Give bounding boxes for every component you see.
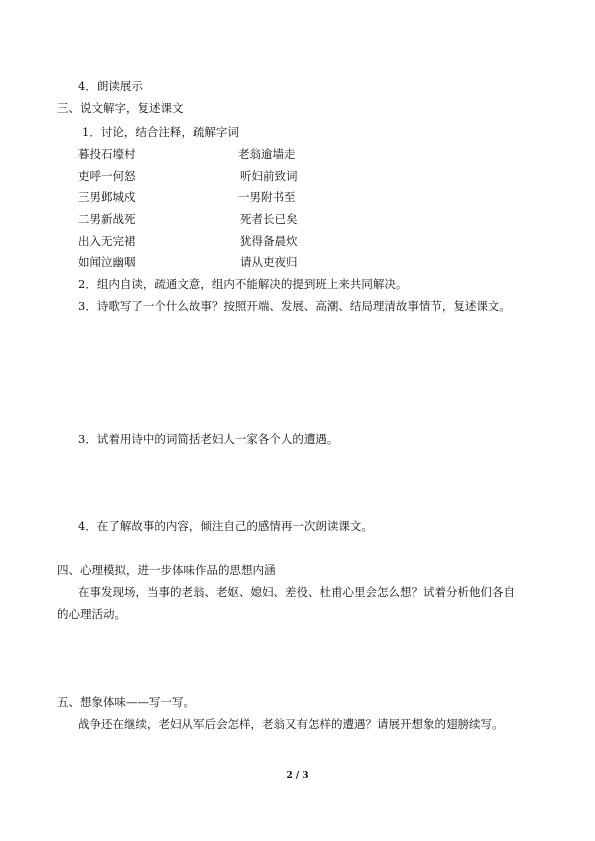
section3-item3a: 3．诗歌写了一个什么故事？按照开端、发展、高潮、结局理清故事情节，复述课文。 — [78, 299, 511, 313]
section3-item1: 1．讨论，结合注释，疏解字词 — [82, 125, 239, 139]
word-pair-right: 听妇前致词 — [240, 169, 298, 183]
word-pair-right: 请从吏夜归 — [240, 255, 298, 269]
word-pair-left: 暮投石壕村 — [78, 147, 136, 161]
word-pair-left: 吏呼一何怒 — [78, 169, 136, 183]
section3-item2: 2．组内自读，疏通文意，组内不能解决的提到班上来共同解决。 — [78, 277, 408, 291]
section3-item3b: 3．试着用诗中的词简括老妇人一家各个人的遭遇。 — [78, 432, 339, 446]
section4-heading: 四、心理模拟，进一步体味作品的思想内涵 — [57, 563, 276, 577]
word-pair-left: 如闻泣幽咽 — [78, 255, 136, 269]
section5-paragraph: 战争还在继续，老妇从军后会怎样，老翁又有怎样的遭遇？请展开想象的翅膀续写。 — [78, 717, 504, 731]
page-number: 2 / 3 — [286, 771, 309, 781]
word-pair-left: 出入无完裙 — [78, 234, 136, 248]
word-pair-right: 犹得备晨炊 — [240, 234, 298, 248]
section3-item4: 4．在了解故事的内容，倾注自己的感情再一次朗读课文。 — [78, 519, 373, 533]
section4-paragraph-line1: 在事发现场，当事的老翁、老妪、媳妇、差役、杜甫心里会怎么想？试着分析他们各自 — [78, 585, 515, 599]
section5-heading: 五、想象体味——写一写。 — [57, 695, 195, 709]
word-pair-left: 三男邺城戍 — [78, 190, 136, 204]
word-pair-right: 死者长已矣 — [240, 212, 298, 226]
word-pair-right: 一男附书至 — [238, 190, 296, 204]
section4-paragraph-line2: 的心理活动。 — [57, 607, 126, 621]
section3-heading: 三、说文解字，复述课文 — [57, 101, 184, 115]
section2-item4: 4．朗读展示 — [78, 79, 143, 93]
word-pair-left: 二男新战死 — [78, 212, 136, 226]
word-pair-right: 老翁逾墙走 — [238, 147, 296, 161]
